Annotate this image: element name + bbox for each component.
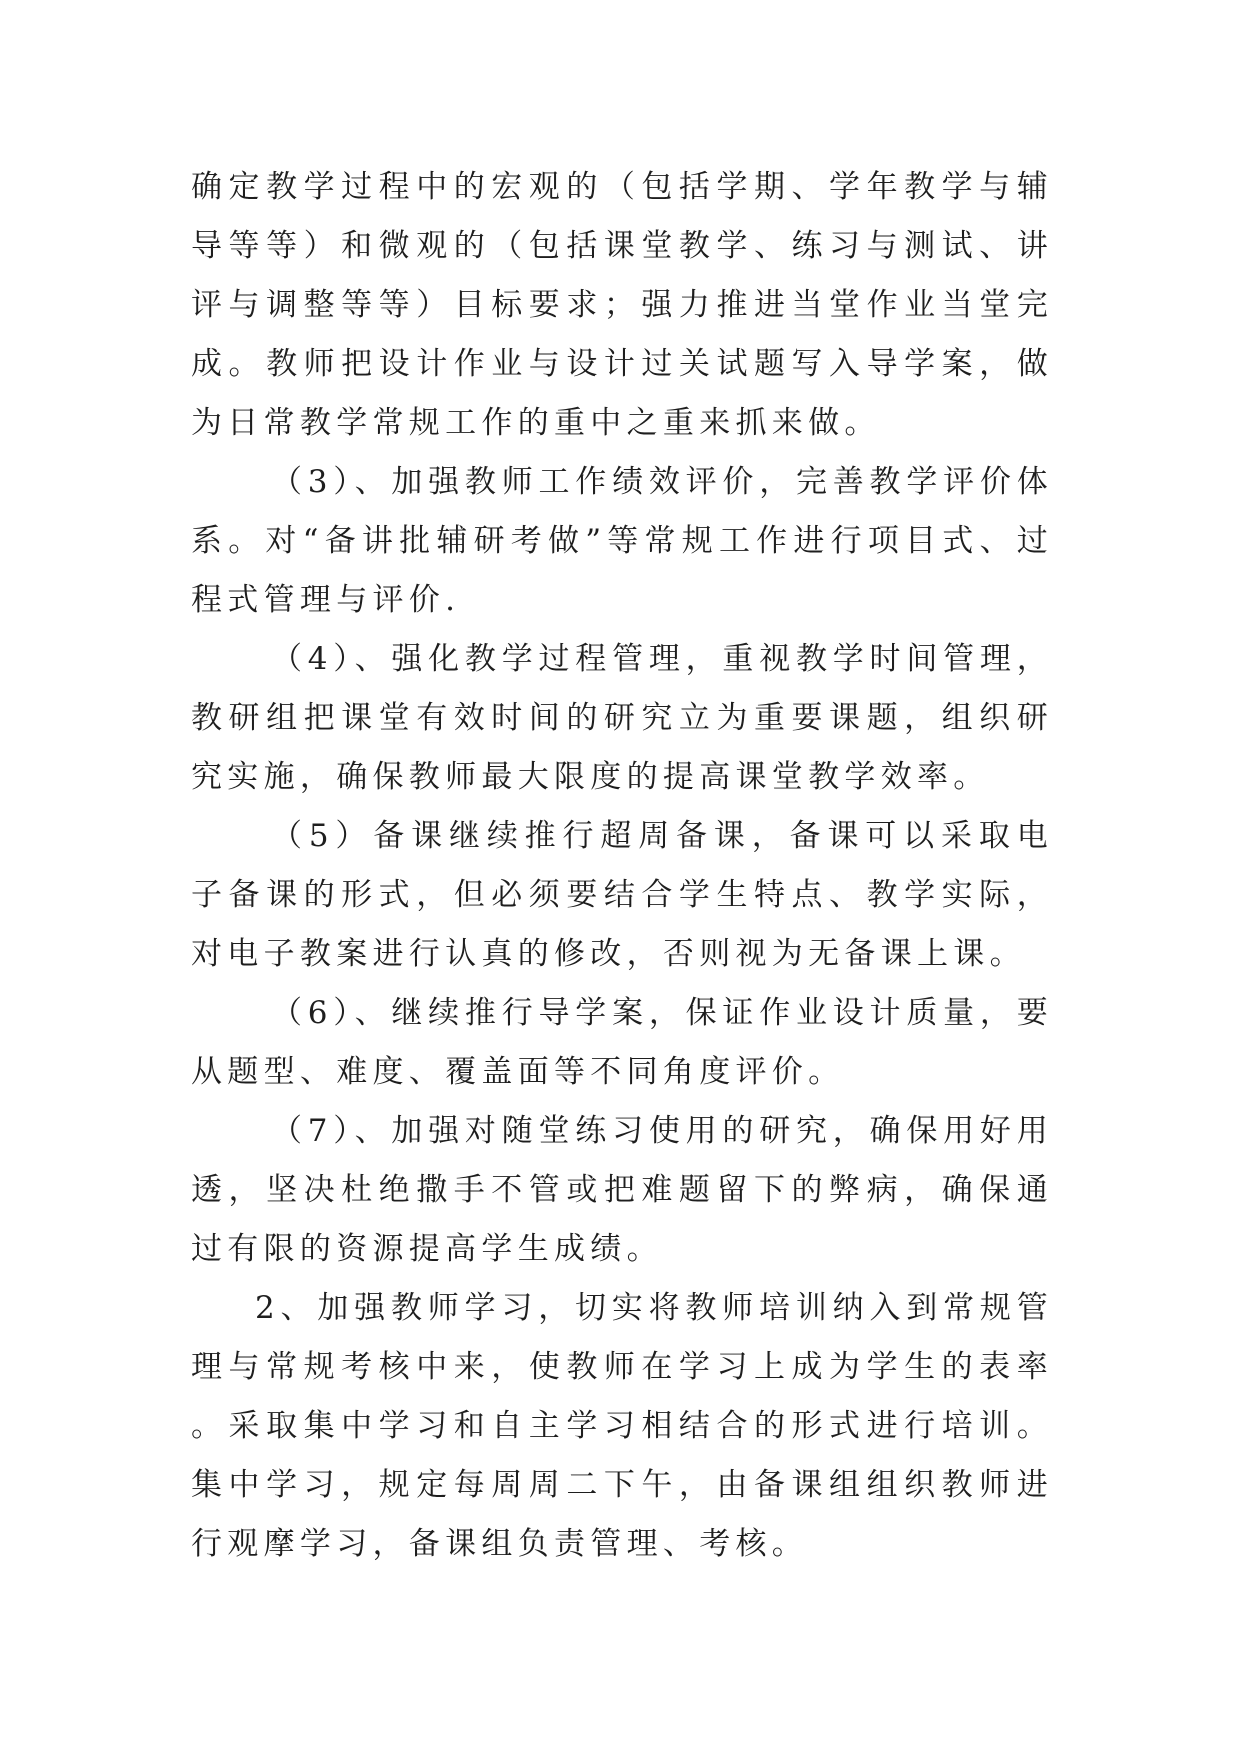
paragraph-item-3: （3）、加强教师工作绩效评价，完善教学评价体系。对“备讲批辅研考做”等常规工作进行项目式、过程式管理与评价. <box>191 464 1053 618</box>
document-body <box>191 158 1053 1574</box>
paragraph-item-4: （4）、强化教学过程管理，重视教学时间管理，教研组把课堂有效时间的研究立为重要课题，组织研究实施，确保教师最大限度的提高课堂教学效率。 <box>191 641 1053 795</box>
paragraph-item-5: （5）备课继续推行超周备课，备课可以采取电子备课的形式，但必须要结合学生特点、教学实际，对电子教案进行认真的修改，否则视为无备课上课。 <box>191 818 1053 972</box>
paragraph-item-7: （7）、加强对随堂练习使用的研究，确保用好用透，坚决杜绝撒手不管或把难题留下的弊病，确保通过有限的资源提高学生成绩。 <box>191 1113 1053 1267</box>
paragraph-section-2: 2、加强教师学习，切实将教师培训纳入到常规管理与常规考核中来，使教师在学习上成为学生的表率。采取集中学习和自主学习相结合的形式进行培训。集中学习，规定每周周二下午，由备课组组织教师进行观摩学习，备课组负责管理、考核。 <box>191 1290 1053 1562</box>
paragraph-item-6: （6）、继续推行导学案，保证作业设计质量，要从题型、难度、覆盖面等不同角度评价。 <box>191 995 1053 1090</box>
paragraph-continued: 确定教学过程中的宏观的（包括学期、学年教学与辅导等等）和微观的（包括课堂教学、练习与测试、讲评与调整等等）目标要求；强力推进当堂作业当堂完成。教师把设计作业与设计过关试题写入导学案，做为日常教学常规工作的重中之重来抓来做。 <box>191 169 1053 441</box>
